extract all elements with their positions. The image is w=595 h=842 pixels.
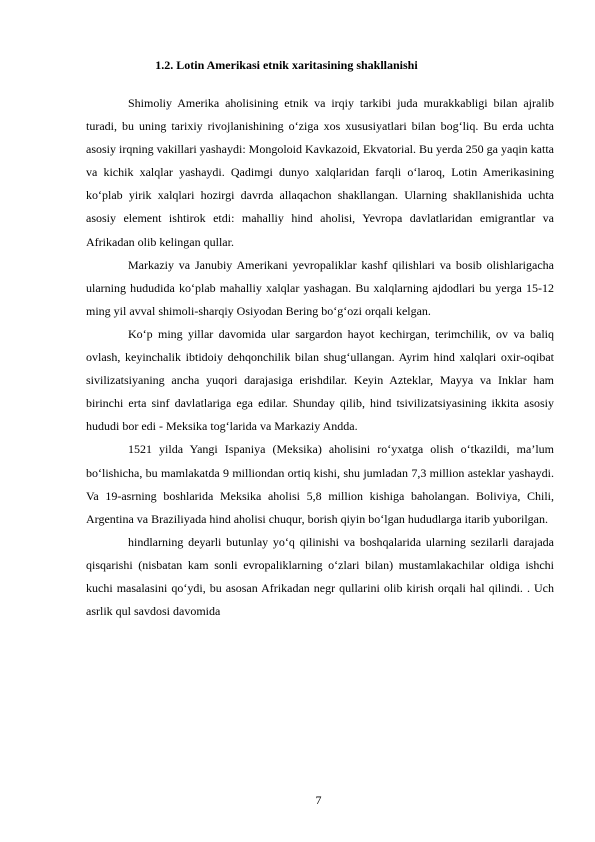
page-number: 7	[315, 793, 322, 807]
paragraph: hindlarning deyarli butunlay yo‘q qilinishi va boshqalarida ularning sezilarli darajada qisqarishi (nisbatan kam sonli evropaliklarning o‘zlari bilan) mustamlakachilar oldiga ishchi kuchi masalasini qo‘ydi, bu asosan Afrikadan negr qullarini olib kirish orqali hal qilindi. . Uch asrlik qul savdosi davomida	[86, 534, 554, 619]
section-title: 1.2. Lotin Amerikasi etnik xaritasining shakllanishi	[155, 58, 418, 72]
paragraph: Ko‘p ming yillar davomida ular sargardon hayot kechirgan, terimchilik, ov va baliq ovlash, keyinchalik ibtidoiy dehqonchilik bilan shug‘ullangan. Ayrim hind xalqlari oxir-oqibat sivilizatsiyaning ancha yuqori darajasiga erishdilar. Keyin Azteklar, Mayya va Inklar ham birinchi erta sinf davlatlariga ega edilar. Shunday qilib, hind tsivilizatsiyasining ikkita asosiy hududi bor edi - Meksika tog‘larida va Markaziy Andda.	[86, 326, 554, 434]
paragraph: Markaziy va Janubiy Amerikani yevropaliklar kashf qilishlari va bosib olishlarigacha ularning hududida ko‘plab mahalliy xalqlar yashagan. Bu xalqlarning ajdodlari bu yerga 15-12 ming yil avval shimoli-sharqiy Osiyodan Bering bo‘g‘ozi orqali kelgan.	[86, 257, 554, 318]
paragraph: Shimoliy Amerika aholisining etnik va irqiy tarkibi juda murakkabligi bilan ajralib turadi, bu uning tarixiy rivojlanishining o‘ziga xos xususiyatlari bilan bog‘liq. Bu erda uchta asosiy irqning vakillari yashaydi: Mongoloid Kavkazoid, Ekvatorial. Bu yerda 250 ga yaqin katta va kichik xalqlar yashaydi. Qadimgi dunyo xalqlaridan farqli o‘laroq, Lotin Amerikasining ko‘plab yirik xalqlari hozirgi davrda allaqachon shakllangan. Ularning shakllanishida uchta asosiy element ishtirok etdi: mahalliy hind aholisi, Yevropa davlatlaridan emigrantlar va Afrikadan olib kelingan qullar.	[86, 96, 554, 249]
paragraph: 1521 yilda Yangi Ispaniya (Meksika) aholisini ro‘yxatga olish o‘tkazildi, ma’lum bo‘lishicha, bu mamlakatda 9 milliondan ortiq kishi, shu jumladan 7,3 million asteklar yashaydi. Va 19-asrning boshlarida Meksika aholisi 5,8 million kishiga baholangan. Boliviya, Chili, Argentina va Braziliyada hind aholisi chuqur, borish qiyin bo‘lgan hududlarga itarib yuborilgan.	[86, 442, 554, 526]
body-text	[86, 92, 554, 623]
